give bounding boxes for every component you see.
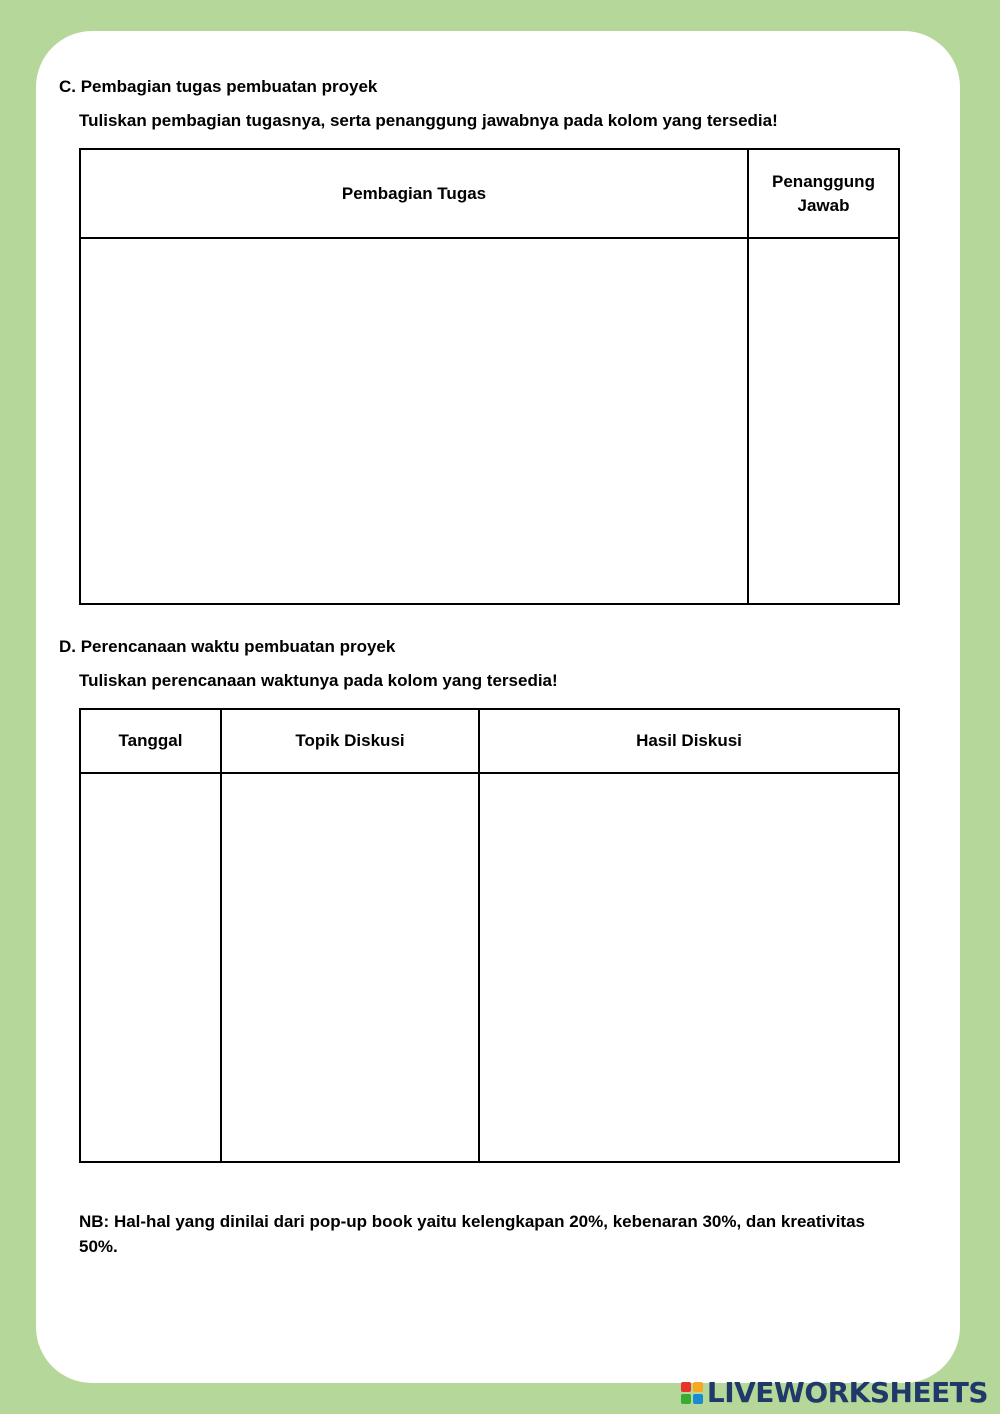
section-d-title: D. Perencanaan waktu pembuatan proyek — [59, 637, 396, 656]
icon-square-red — [681, 1382, 691, 1392]
liveworksheets-icon — [681, 1382, 703, 1404]
section-c-instruction: Tuliskan pembagian tugasnya, serta penanggung jawabnya pada kolom yang tersedia! — [79, 111, 778, 130]
header-penanggung-jawab: Penanggung Jawab — [772, 171, 875, 215]
icon-square-green — [681, 1394, 691, 1404]
date-answer-cell[interactable] — [81, 774, 220, 1161]
header-tanggal: Tanggal — [118, 731, 183, 750]
liveworksheets-logo — [681, 1376, 988, 1410]
section-c-title: C. Pembagian tugas pembuatan proyek — [59, 77, 378, 96]
header-pembagian-tugas: Pembagian Tugas — [341, 183, 487, 203]
topic-answer-cell[interactable] — [222, 774, 478, 1161]
icon-square-orange — [693, 1382, 703, 1392]
responsible-answer-cell[interactable] — [749, 239, 898, 603]
header-topik-diskusi: Topik Diskusi — [295, 731, 405, 750]
result-answer-cell[interactable] — [480, 774, 898, 1161]
grading-note: NB: Hal-hal yang dinilai dari pop-up book yaitu kelengkapan 20%, kebenaran 30%, dan kreativitas 50%. — [79, 1212, 865, 1256]
task-answer-cell[interactable] — [81, 239, 747, 603]
task-division-table — [79, 148, 900, 605]
section-d-instruction: Tuliskan perencanaan waktunya pada kolom yang tersedia! — [79, 671, 558, 690]
icon-square-blue — [693, 1394, 703, 1404]
header-hasil-diskusi: Hasil Diskusi — [636, 731, 742, 750]
time-planning-table — [79, 708, 900, 1163]
liveworksheets-wordmark: LIVEWORKSHEETS — [706, 1376, 988, 1409]
